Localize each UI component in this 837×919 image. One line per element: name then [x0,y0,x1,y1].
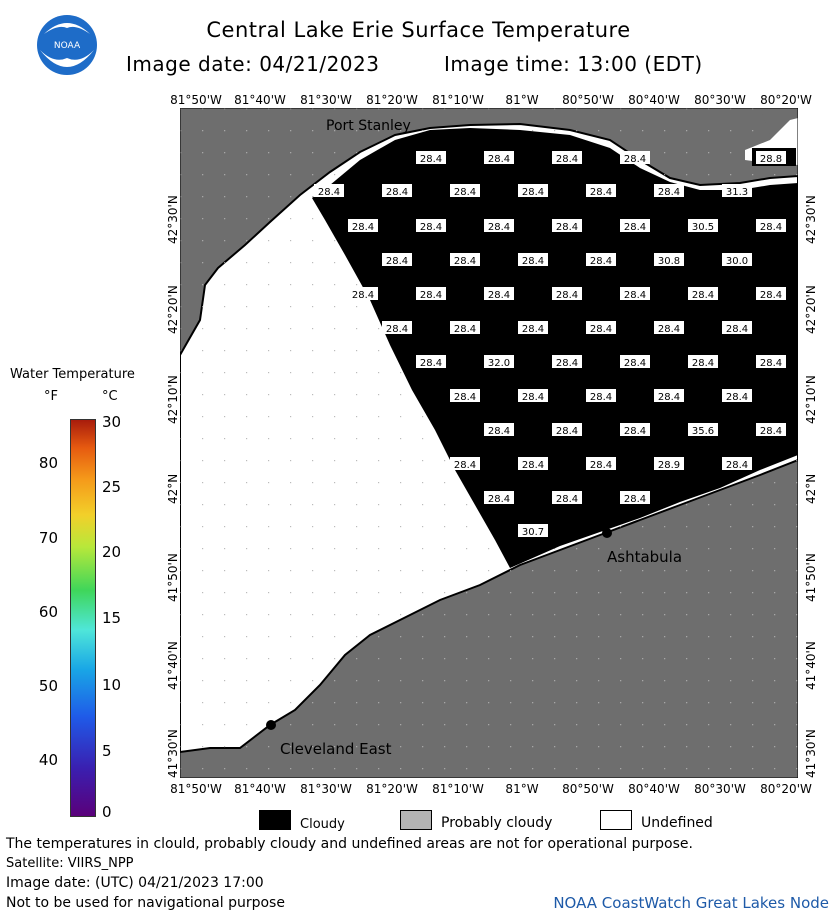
c-tick: 20 [102,543,122,561]
lon-label-bottom: 81°20'W [366,782,418,796]
temperature-value-text: 28.4 [691,358,715,369]
f-tick: 50 [38,677,58,695]
temperature-value-text: 28.4 [419,290,443,301]
lon-label-bottom: 81°10'W [432,782,484,796]
lon-label-bottom: 80°20'W [760,782,812,796]
temperature-value-text: 28.4 [487,222,511,233]
temperature-value-text: 28.4 [487,494,511,505]
lon-label-top: 81°30'W [300,93,352,107]
temperature-value-label [688,287,718,301]
temperature-value-label [586,321,616,335]
temperature-value-text: 28.9 [657,460,681,471]
temperature-value-label [518,457,548,471]
temperature-value-text: 28.4 [555,290,579,301]
temperature-value-label [620,355,650,369]
temperature-value-label [586,253,616,267]
temperature-value-label [654,184,684,198]
c-tick: 15 [102,609,122,627]
temperature-value-label [688,219,718,233]
temperature-value-label [484,423,514,437]
footer-nav-warning: Not to be used for navigational purpose [6,895,285,911]
lat-label-left: 42°30'N [166,195,180,244]
temperature-value-label [654,457,684,471]
temperature-value-text: 28.4 [657,324,681,335]
credit-link[interactable]: NOAA CoastWatch Great Lakes Node [553,894,829,912]
lon-label-bottom: 80°40'W [628,782,680,796]
c-tick: 25 [102,478,122,496]
temperature-value-text: 28.4 [725,324,749,335]
temperature-value-text: 28.4 [385,187,409,198]
lon-label-bottom: 81°50'W [170,782,222,796]
temperature-value-text: 28.4 [623,358,647,369]
temperature-value-text: 28.4 [759,222,783,233]
temperature-value-text: 28.4 [487,290,511,301]
probably-cloudy-key-label: Probably cloudy [441,815,553,831]
temperature-value-label [450,389,480,403]
lon-label-top: 81°W [505,93,539,107]
temperature-value-text: 30.0 [725,256,749,267]
temperature-value-text: 28.4 [453,392,477,403]
temperature-value-text: 28.4 [623,426,647,437]
cloudy-key-swatch [259,810,291,830]
temperature-value-text: 28.8 [759,154,783,165]
temperature-value-text: 28.4 [623,154,647,165]
f-tick: 70 [38,529,58,547]
temperature-value-text: 28.4 [589,460,613,471]
temperature-value-label [654,253,684,267]
temperature-value-label [756,151,786,165]
temperature-value-label [314,184,344,198]
lon-label-top: 80°30'W [694,93,746,107]
lon-label-top: 80°40'W [628,93,680,107]
temperature-value-label [756,287,786,301]
f-tick: 80 [38,454,58,472]
temperature-value-text: 28.4 [453,187,477,198]
temperature-value-text: 28.4 [487,426,511,437]
temperature-value-label [348,219,378,233]
temperature-value-text: 28.4 [555,426,579,437]
temperature-value-label [620,423,650,437]
temperature-value-text: 28.4 [385,324,409,335]
temperature-value-label [620,219,650,233]
temperature-value-label [688,423,718,437]
temperature-value-text: 30.7 [521,527,545,538]
temperature-value-label [484,151,514,165]
port-stanley-marker [433,130,443,140]
footer-satellite: Satellite: VIIRS_NPP [6,856,134,871]
temperature-value-label [586,389,616,403]
temperature-value-text: 28.4 [419,358,443,369]
unit-celsius: °C [102,389,118,404]
f-tick: 40 [38,751,58,769]
lon-label-top: 81°50'W [170,93,222,107]
temperature-value-text: 28.4 [589,187,613,198]
temperature-value-label [484,355,514,369]
temperature-value-text: 28.4 [657,392,681,403]
ashtabula-label: Ashtabula [607,548,683,566]
temperature-value-label [348,287,378,301]
lat-label-right: 41°30'N [804,729,818,778]
temperature-value-text: 28.4 [521,187,545,198]
temperature-value-text: 28.4 [657,187,681,198]
temperature-value-text: 28.4 [521,392,545,403]
lat-label-right: 41°50'N [804,553,818,602]
temperature-value-label [518,253,548,267]
lon-label-bottom: 80°30'W [694,782,746,796]
temperature-value-text: 28.4 [419,154,443,165]
cloudy-key-label: Cloudy [300,817,345,832]
unit-fahrenheit: °F [44,389,58,404]
temperature-value-label [484,219,514,233]
temperature-value-label [688,355,718,369]
page-title: Central Lake Erie Surface Temperature [206,18,631,42]
temperature-value-label [586,457,616,471]
temperature-value-label [722,457,752,471]
temperature-value-label [722,321,752,335]
temperature-value-label [518,524,548,538]
legend-title: Water Temperature [10,367,135,382]
lat-label-left: 42°N [166,473,180,504]
temperature-value-text: 28.4 [555,358,579,369]
image-date: Image date: 04/21/2023 [126,52,380,76]
temperature-colorbar [70,419,96,817]
temperature-value-text: 28.4 [521,460,545,471]
temperature-value-text: 28.4 [351,222,375,233]
temperature-value-label [620,287,650,301]
temperature-value-text: 28.4 [521,256,545,267]
lon-label-top: 81°40'W [234,93,286,107]
temperature-value-label [382,253,412,267]
temperature-value-text: 28.4 [759,358,783,369]
ashtabula-marker [602,528,612,538]
temperature-value-text: 28.4 [419,222,443,233]
undefined-key-label: Undefined [641,815,713,831]
temperature-value-label [450,253,480,267]
temperature-value-label [586,184,616,198]
temperature-value-text: 28.4 [589,392,613,403]
temperature-value-text: 31.3 [725,187,749,198]
temperature-value-label [552,151,582,165]
lat-label-left: 42°20'N [166,285,180,334]
temperature-value-label [518,184,548,198]
temperature-value-text: 28.4 [487,154,511,165]
lon-label-top: 80°50'W [562,93,614,107]
temperature-value-label [416,355,446,369]
temperature-value-label [416,219,446,233]
temperature-value-label [654,321,684,335]
c-tick: 5 [102,742,112,760]
temperature-value-text: 28.4 [385,256,409,267]
f-tick: 60 [38,603,58,621]
lon-label-bottom: 81°W [505,782,539,796]
temperature-value-label [620,151,650,165]
temperature-value-label [552,491,582,505]
lat-label-right: 42°N [804,473,818,504]
footer-note: The temperatures in clould, probably cloudy and undefined areas are not for operational purpose. [6,836,693,852]
temperature-value-label [450,321,480,335]
lat-label-right: 42°10'N [804,375,818,424]
temperature-value-label [552,287,582,301]
c-tick: 10 [102,676,122,694]
lat-label-right: 42°30'N [804,195,818,244]
temperature-value-text: 28.4 [759,290,783,301]
temperature-value-text: 28.4 [555,154,579,165]
c-tick: 30 [102,413,122,431]
temperature-value-text: 30.5 [691,222,715,233]
temperature-value-label [722,253,752,267]
temperature-value-label [450,457,480,471]
lat-label-left: 41°40'N [166,641,180,690]
lat-label-right: 41°40'N [804,641,818,690]
temperature-value-text: 28.4 [623,290,647,301]
lat-label-right: 42°20'N [804,285,818,334]
temperature-value-text: 28.4 [521,324,545,335]
temperature-value-label [382,321,412,335]
temperature-map[interactable] [180,108,798,778]
temperature-value-text: 35.6 [691,426,715,437]
lat-label-left: 41°30'N [166,729,180,778]
temperature-value-text: 28.4 [725,392,749,403]
temperature-value-text: 28.4 [453,324,477,335]
temperature-value-text: 28.4 [555,222,579,233]
footer-utc-date: Image date: (UTC) 04/21/2023 17:00 [6,875,264,891]
temperature-value-text: 28.4 [589,256,613,267]
temperature-value-text: 28.4 [453,460,477,471]
temperature-value-label [756,355,786,369]
temperature-value-text: 28.4 [589,324,613,335]
c-tick: 0 [102,803,112,821]
temperature-value-text: 28.4 [555,494,579,505]
temperature-value-text: 28.4 [623,222,647,233]
temperature-value-text: 32.0 [487,358,511,369]
temperature-value-label [654,389,684,403]
temperature-value-text: 28.4 [317,187,341,198]
temperature-value-label [552,219,582,233]
lon-label-bottom: 80°50'W [562,782,614,796]
temperature-value-label [722,389,752,403]
temperature-value-label [756,219,786,233]
temperature-value-text: 28.4 [725,460,749,471]
temperature-value-label [416,151,446,165]
temperature-value-label [382,184,412,198]
temperature-value-label [722,184,752,198]
lon-label-top: 81°10'W [432,93,484,107]
temperature-value-label [450,184,480,198]
temperature-value-label [552,355,582,369]
temperature-value-text: 28.4 [351,290,375,301]
lon-label-top: 81°20'W [366,93,418,107]
temperature-value-label [518,321,548,335]
temperature-value-label [416,287,446,301]
lat-label-left: 41°50'N [166,553,180,602]
temperature-value-text: 28.4 [623,494,647,505]
port-stanley-label: Port Stanley [326,118,411,134]
logo-text: NOAA [53,41,81,51]
temperature-value-text: 28.4 [759,426,783,437]
cleveland-east-label: Cleveland East [280,740,392,758]
temperature-value-text: 30.8 [657,256,681,267]
image-time: Image time: 13:00 (EDT) [444,52,703,76]
temperature-value-label [484,287,514,301]
lat-label-left: 42°10'N [166,375,180,424]
cleveland-east-marker [266,720,276,730]
lon-label-bottom: 81°30'W [300,782,352,796]
probably-cloudy-key-swatch [400,810,432,830]
lon-label-bottom: 81°40'W [234,782,286,796]
temperature-value-label [620,491,650,505]
temperature-value-label [552,423,582,437]
temperature-value-text: 28.4 [691,290,715,301]
temperature-value-text: 28.4 [453,256,477,267]
temperature-value-label [756,423,786,437]
lon-label-top: 80°20'W [760,93,812,107]
undefined-key-swatch [600,810,632,830]
temperature-value-label [518,389,548,403]
temperature-value-label [484,491,514,505]
